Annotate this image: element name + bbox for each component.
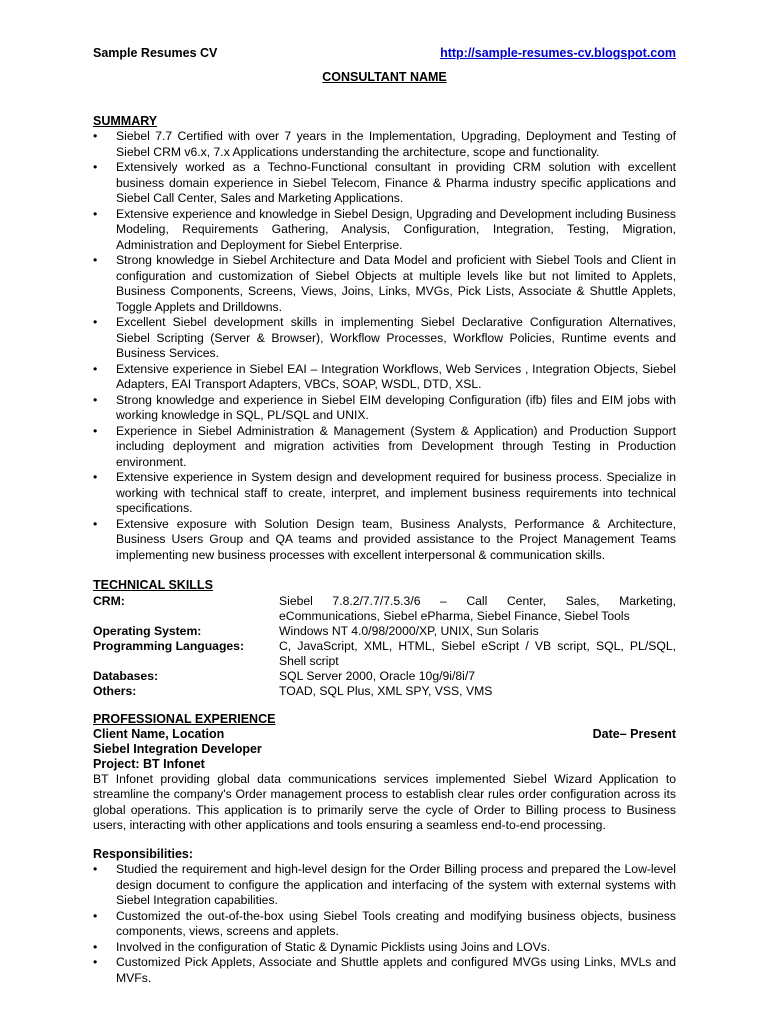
site-name: Sample Resumes CV [93,46,218,60]
summary-item: • Strong knowledge in Siebel Architecture and Data Model and proficient with Siebel Tools and Client in configuration and customization of Siebel Objects at multiple levels like but not limited to Applets, Business Components, Screens, Views, Joins, Links, MVGs, Pick Lists, Associate & Shuttle Applets, Toggle Applets and Drilldowns. [93,253,676,315]
responsibility-item: • Studied the requirement and high-level design for the Order Billing process and prepared the Low-level design document to configure the application and interfacing of the system with external systems with Siebel Integration capabilities. [93,862,676,909]
summary-item: • Excellent Siebel development skills in implementing Siebel Declarative Configuration Alternatives, Siebel Scripting (Server & Browser), Workflow Processes, Workflow Policies, Runtime events and Business Services. [93,315,676,362]
skills-table [93,594,676,699]
skill-label: Programming Languages: [93,639,245,653]
responsibility-item: • Customized the out-of-the-box using Siebel Tools creating and modifying business objects, business components, views, screens and applets. [93,909,676,940]
summary-item: • Extensive experience in Siebel EAI – Integration Workflows, Web Services , Integration Objects, Siebel Adapters, EAI Transport Adapters, VBCs, SOAP, WSDL, DTD, XSL. [93,362,676,393]
skill-value: TOAD, SQL Plus, XML SPY, VSS, VMS [279,684,493,698]
summary-item: • Extensively worked as a Techno-Functional consultant in providing CRM solution with excellent business domain experience in Siebel Telecom, Finance & Pharma industry specific applications and Siebel Call Center, Sales and Marketing Applications. [93,160,676,207]
summary-item: • Extensive exposure with Solution Design team, Business Analysts, Performance & Architecture, Business Users Group and QA teams and provided assistance to the Project Management Teams implementing new business processes with excellent interpersonal & communication skills. [93,517,676,564]
skill-label: CRM: [93,594,125,608]
client-line [93,727,676,742]
skill-row-languages [93,639,676,669]
job-role: Siebel Integration Developer [93,742,262,756]
employment-date: Date– Present [592,727,676,741]
page-header [93,46,676,62]
summary-item: • Extensive experience and knowledge in Siebel Design, Upgrading and Development including Business Modeling, Requirements Gathering, Analysis, Configuration, Integration, Testing, Migration, Administration and Deployment for Siebel Enterprise. [93,207,676,254]
skill-label: Operating System: [93,624,202,638]
technical-skills-heading: TECHNICAL SKILLS [93,578,213,592]
skill-value: SQL Server 2000, Oracle 10g/9i/8i/7 [279,669,476,683]
skill-row-others [93,684,676,699]
responsibilities-list [93,862,676,986]
summary-item: • Strong knowledge and experience in Siebel EIM developing Configuration (ifb) files and EIM jobs with working knowledge in SQL, PL/SQL and UNIX. [93,393,676,424]
responsibility-item: • Customized Pick Applets, Associate and Shuttle applets and configured MVGs using Links, MVLs and MVFs. [93,955,676,986]
client-name: Client Name, Location [93,727,225,741]
summary-item: • Extensive experience in System design and development required for business process. Specialize in working with technical staff to create, interpret, and implement business requirements into technical specifications. [93,470,676,517]
project-name: Project: BT Infonet [93,757,205,771]
skill-row-crm [93,594,676,624]
skill-row-databases [93,669,676,684]
site-url-link[interactable]: http://sample-resumes-cv.blogspot.com [440,46,676,60]
skill-value: Siebel 7.8.2/7.7/7.5.3/6 – Call Center, Sales, Marketing, eCommunications, Siebel ePharma, Siebel Finance, Siebel Tools [279,594,676,623]
consultant-name-title: CONSULTANT NAME [322,70,447,84]
project-description: BT Infonet providing global data communications services implemented Siebel Wizard Application to streamline the company's Order management process to establish clear rules order configuration across its global operations. This application is to primarily serve the cycle of Order to Billing process to Business users, interacting with other applications and tools ensuring a seamless end-to-end processing. [93,772,676,832]
skill-value: C, JavaScript, XML, HTML, Siebel eScript / VB script, SQL, PL/SQL, Shell script [279,639,676,668]
skill-value: Windows NT 4.0/98/2000/XP, UNIX, Sun Solaris [279,624,539,638]
professional-experience-heading: PROFESSIONAL EXPERIENCE [93,712,276,726]
summary-heading: SUMMARY [93,114,158,128]
summary-list [93,129,676,563]
responsibility-item: • Involved in the configuration of Static & Dynamic Picklists using Joins and LOVs. [93,940,676,956]
skill-row-os [93,624,676,639]
skill-label: Others: [93,684,137,698]
summary-item: • Experience in Siebel Administration & Management (System & Application) and Production Support including deployment and migration activities from Development through Testing in Production environment. [93,424,676,471]
responsibilities-heading: Responsibilities: [93,847,194,861]
summary-item: • Siebel 7.7 Certified with over 7 years in the Implementation, Upgrading, Deployment and Testing of Siebel CRM v6.x, 7.x Applications understanding the architecture, scope and functionality. [93,129,676,160]
skill-label: Databases: [93,669,159,683]
